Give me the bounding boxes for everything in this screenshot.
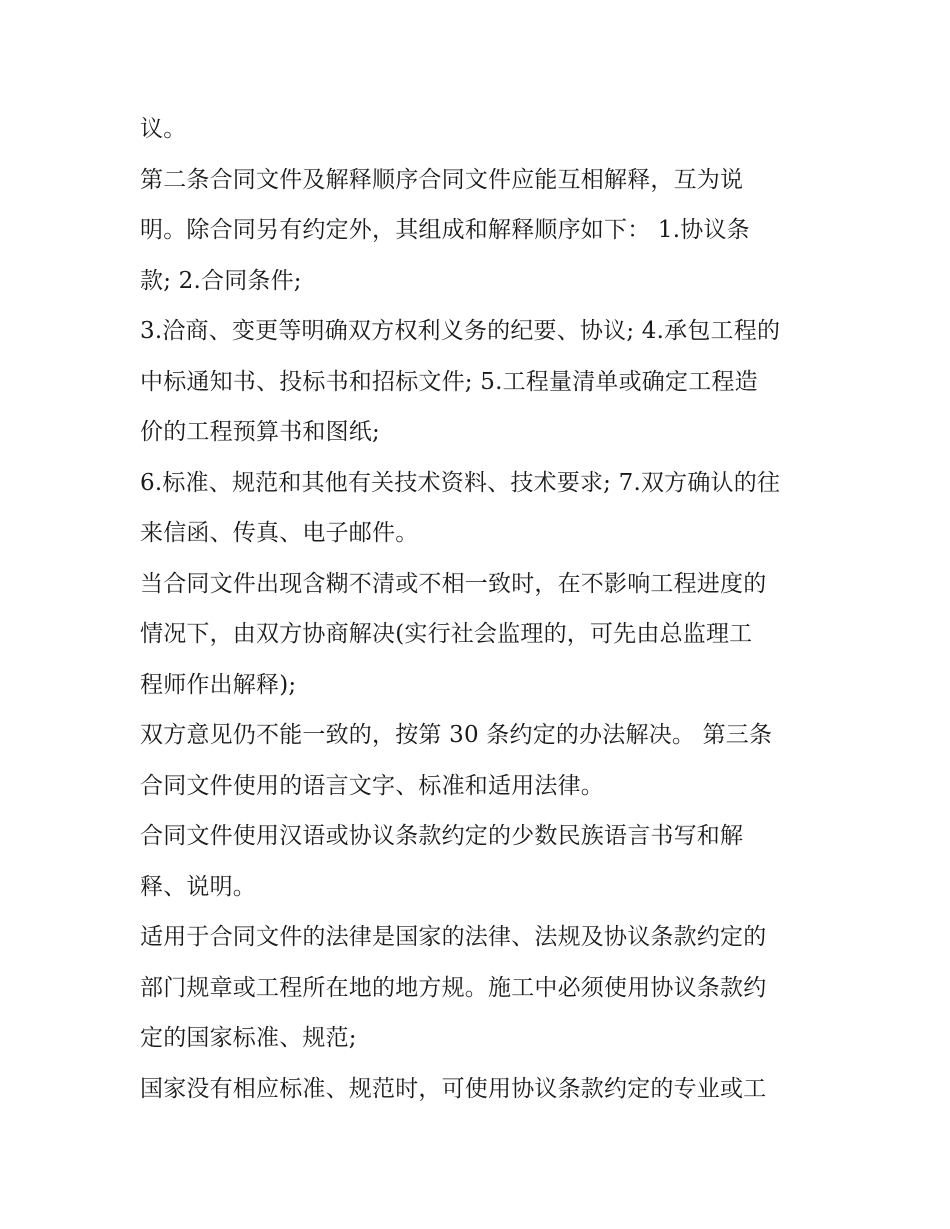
text-line: 中标通知书、投标书和招标文件; 5.工程量清单或确定工程造 <box>140 368 758 395</box>
text-line: 合同文件使用的语言文字、标准和适用法律。 <box>140 772 604 799</box>
text-line: 程师作出解释); <box>140 671 297 698</box>
text-line: 情况下，由双方协商解决(实行社会监理的，可先由总监理工 <box>140 621 753 647</box>
text-line: 释、说明。 <box>140 873 256 900</box>
text-line: 国家没有相应标准、规范时，可使用协议条款约定的专业或工 <box>140 1075 767 1102</box>
text-line: 议。 <box>140 116 187 142</box>
document-body <box>140 104 820 1114</box>
text-line: 款; 2.合同条件; <box>140 267 302 294</box>
text-line: 第二条合同文件及解释顺序合同文件应能互相解释，互为说 <box>140 166 744 193</box>
text-line: 6.标准、规范和其他有关技术资料、技术要求; 7.双方确认的往 <box>140 469 781 496</box>
text-line: 合同文件使用汉语或协议条款约定的少数民族语言书写和解 <box>140 823 744 849</box>
text-line: 双方意见仍不能一致的，按第 30 条约定的办法解决。 第三条 <box>140 722 773 748</box>
text-line: 定的国家标准、规范; <box>140 1025 357 1051</box>
text-line: 价的工程预算书和图纸; <box>140 419 380 445</box>
text-line: 部门规章或工程所在地的地方规。施工中必须使用协议条款约 <box>140 974 767 1001</box>
text-line: 明。除合同另有约定外，其组成和解释顺序如下： 1.协议条 <box>140 217 750 243</box>
text-line: 当合同文件出现含糊不清或不相一致时，在不影响工程进度的 <box>140 570 767 597</box>
text-line: 3.洽商、变更等明确双方权利义务的纪要、协议; 4.承包工程的 <box>140 318 781 344</box>
text-line: 适用于合同文件的法律是国家的法律、法规及协议条款约定的 <box>140 924 767 950</box>
text-line: 来信函、传真、电子邮件。 <box>140 520 419 546</box>
